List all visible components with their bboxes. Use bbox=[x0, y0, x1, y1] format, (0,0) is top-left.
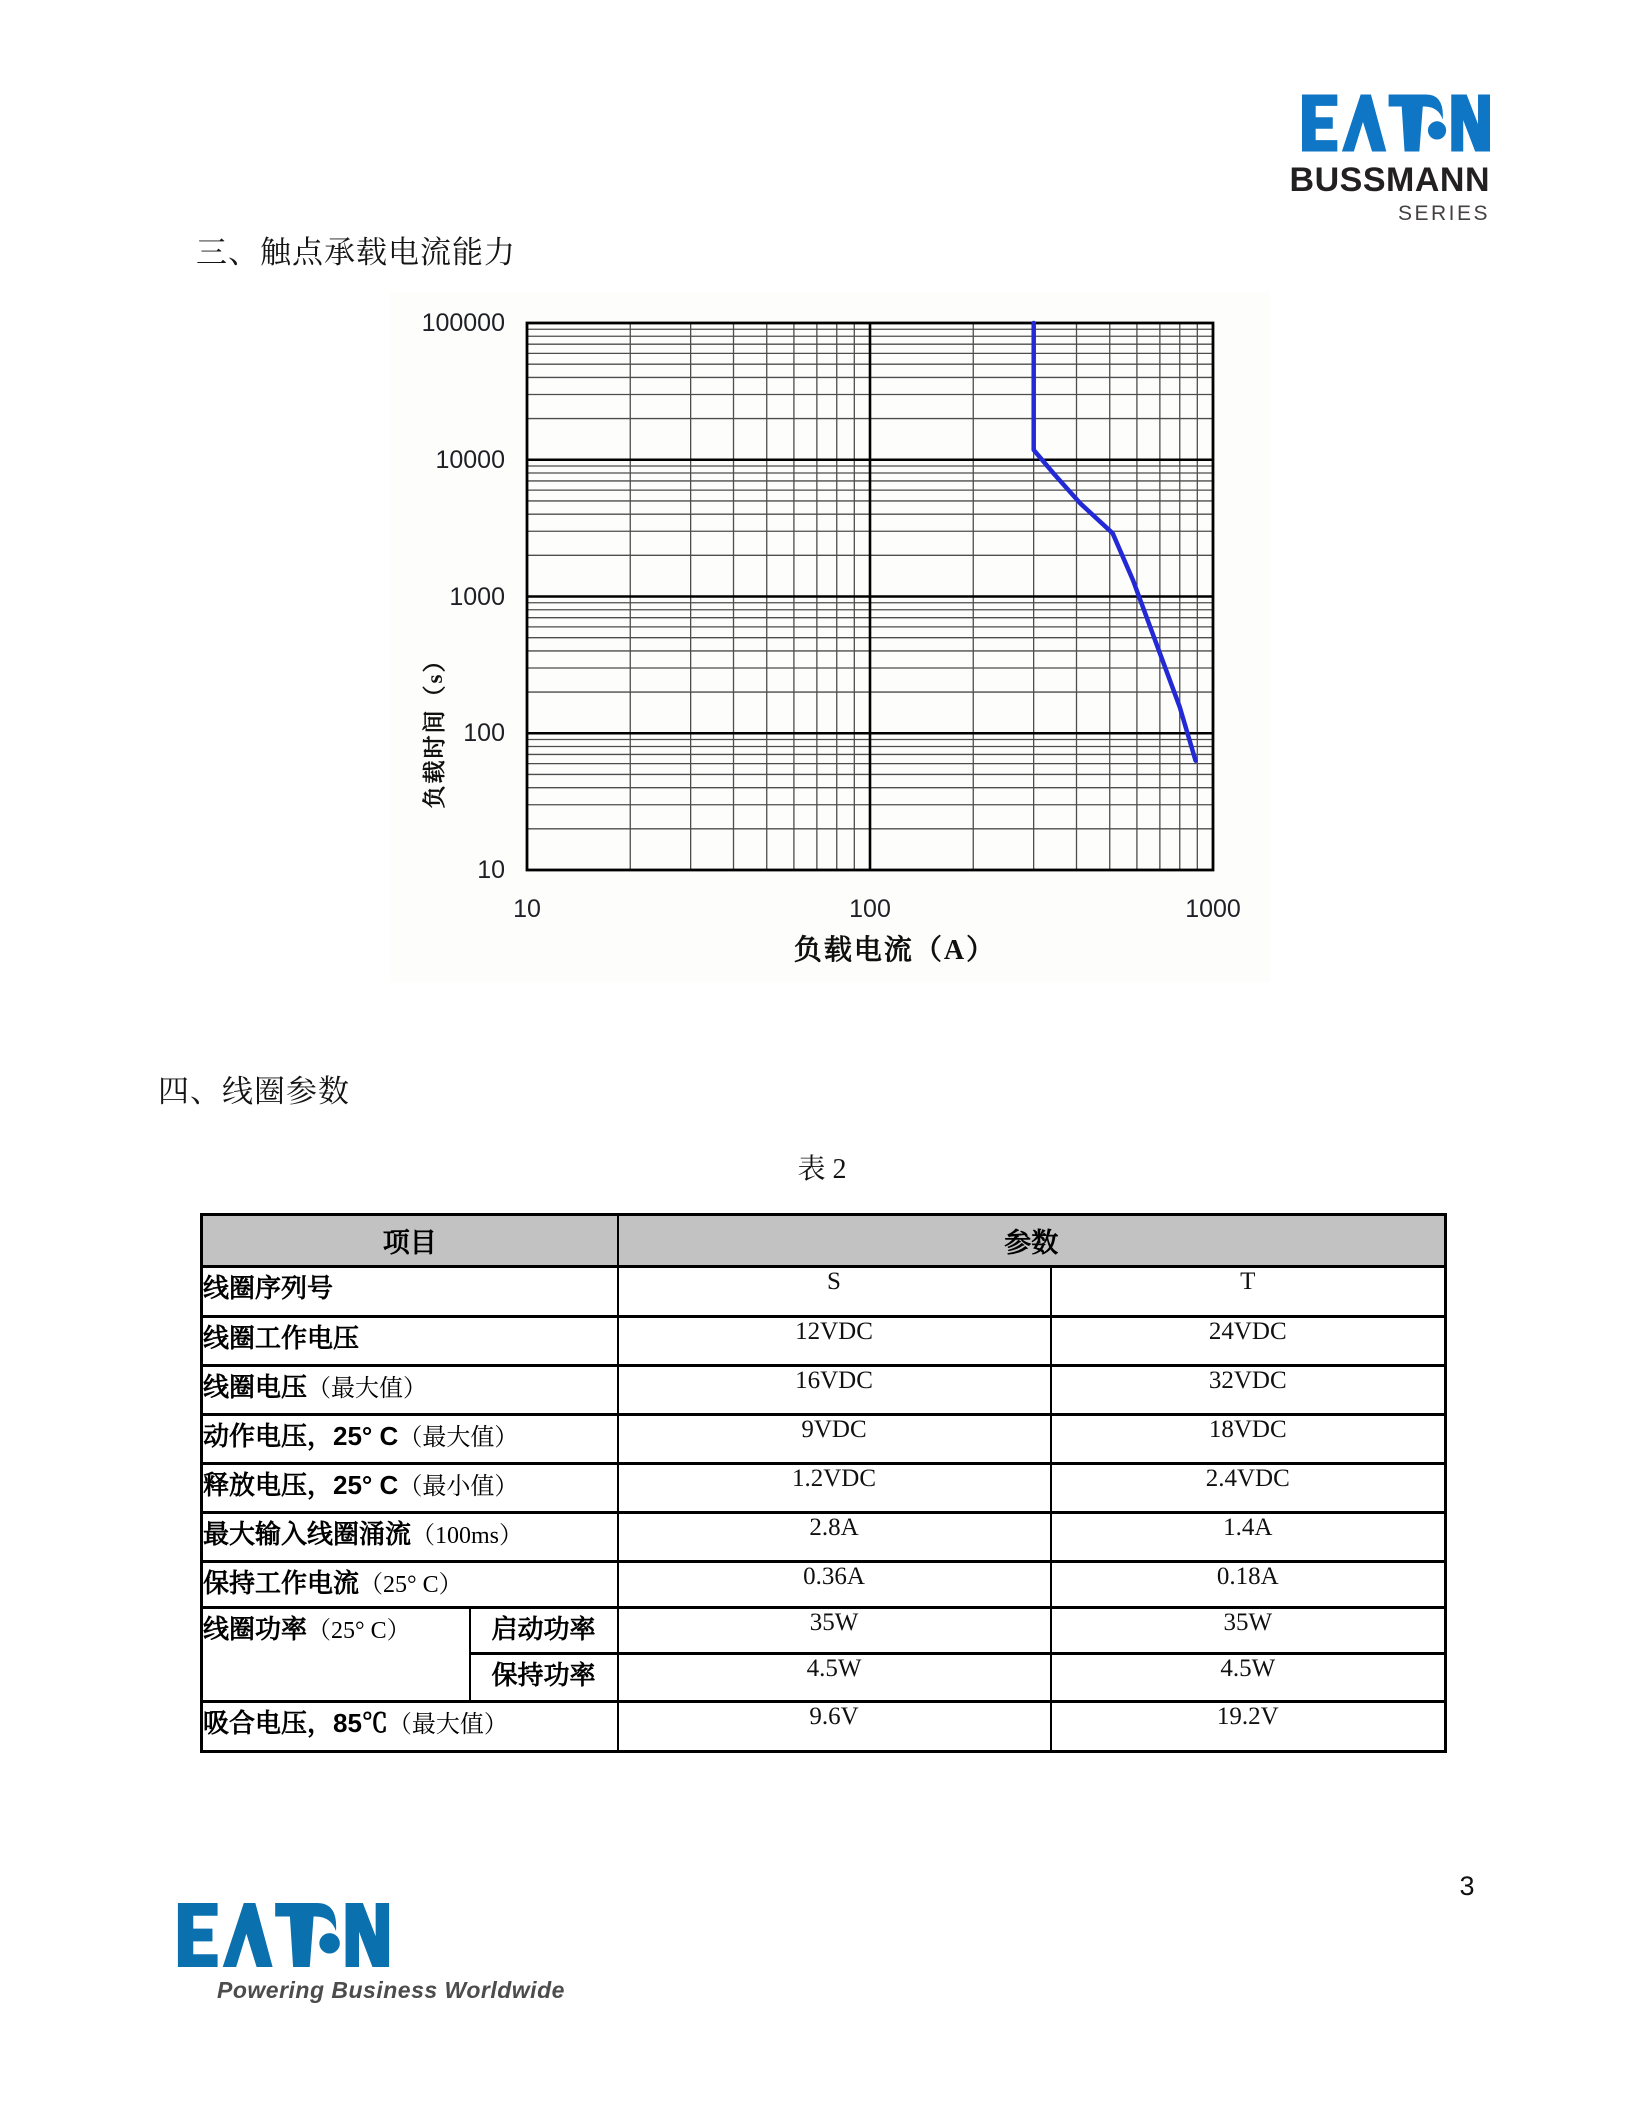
param-value-cell: 35W bbox=[618, 1608, 1051, 1654]
table-row bbox=[202, 1415, 1446, 1464]
param-sublabel-cell: 保持功率 bbox=[470, 1654, 618, 1702]
footer-tagline: Powering Business Worldwide bbox=[217, 1977, 565, 2003]
param-value-cell: 12VDC bbox=[618, 1317, 1051, 1366]
table-header-row bbox=[202, 1215, 1446, 1267]
param-label-cell: 线圈工作电压 bbox=[202, 1317, 618, 1366]
table-row bbox=[202, 1464, 1446, 1513]
param-label-cell: 保持工作电流（25° C） bbox=[202, 1562, 618, 1608]
param-value-cell: 4.5W bbox=[618, 1654, 1051, 1702]
bussmann-wordmark: BUSSMANN bbox=[1289, 161, 1490, 199]
param-value-cell: T bbox=[1051, 1267, 1446, 1317]
table-row bbox=[202, 1366, 1446, 1415]
table-row bbox=[202, 1702, 1446, 1752]
param-label-cell: 吸合电压，85℃（最大值） bbox=[202, 1702, 618, 1752]
param-label-cell: 释放电压，25° C（最小值） bbox=[202, 1464, 618, 1513]
header-cell-item: 项目 bbox=[202, 1215, 618, 1267]
param-sublabel-cell: 启动功率 bbox=[470, 1608, 618, 1654]
param-value-cell: 4.5W bbox=[1051, 1654, 1446, 1702]
series-wordmark: SERIES bbox=[1397, 202, 1490, 225]
param-value-cell: S bbox=[618, 1267, 1051, 1317]
y-tick-label: 1000 bbox=[449, 582, 505, 611]
table-row bbox=[202, 1317, 1446, 1366]
data-curve bbox=[1034, 323, 1196, 761]
param-label-cell: 最大输入线圈涌流（100ms） bbox=[202, 1513, 618, 1562]
table-row bbox=[202, 1562, 1446, 1608]
param-value-cell: 1.2VDC bbox=[618, 1464, 1051, 1513]
eaton-footer-logo-icon bbox=[167, 1903, 400, 1967]
param-value-cell: 9VDC bbox=[618, 1415, 1051, 1464]
param-value-cell: 0.18A bbox=[1051, 1562, 1446, 1608]
section-4-heading: 四、线圈参数 bbox=[158, 1074, 350, 1109]
param-value-cell: 32VDC bbox=[1051, 1366, 1446, 1415]
param-value-cell: 1.4A bbox=[1051, 1513, 1446, 1562]
load-current-time-chart bbox=[390, 292, 1270, 982]
x-tick-label: 100 bbox=[849, 895, 891, 923]
param-value-cell: 18VDC bbox=[1051, 1415, 1446, 1464]
y-tick-label: 10 bbox=[477, 856, 505, 884]
page-number: 3 bbox=[1459, 1871, 1475, 1901]
chart-x-axis-title: 负载电流（A） bbox=[793, 935, 997, 966]
param-value-cell: 9.6V bbox=[618, 1702, 1051, 1752]
param-label-cell: 线圈序列号 bbox=[202, 1267, 618, 1317]
param-label-cell: 线圈功率（25° C） bbox=[202, 1608, 470, 1702]
param-value-cell: 2.8A bbox=[618, 1513, 1051, 1562]
x-tick-label: 1000 bbox=[1185, 895, 1241, 923]
header-brand-block bbox=[1290, 94, 1490, 224]
y-tick-label: 100 bbox=[463, 719, 505, 748]
chart-grid-and-curve bbox=[390, 292, 1270, 982]
y-tick-label: 100000 bbox=[421, 309, 505, 337]
header-cell-parameter: 参数 bbox=[618, 1215, 1446, 1267]
chart-y-axis-title: 负载时间（s） bbox=[422, 647, 447, 809]
coil-parameter-table bbox=[200, 1213, 1447, 1753]
y-tick-label: 10000 bbox=[435, 445, 505, 474]
param-value-cell: 16VDC bbox=[618, 1366, 1051, 1415]
param-value-cell: 24VDC bbox=[1051, 1317, 1446, 1366]
param-label-cell: 线圈电压（最大值） bbox=[202, 1366, 618, 1415]
section-3-heading: 三、触点承载电流能力 bbox=[196, 235, 516, 270]
table-row bbox=[202, 1513, 1446, 1562]
x-tick-label: 10 bbox=[513, 895, 541, 923]
table-row bbox=[202, 1267, 1446, 1317]
eaton-logo-icon bbox=[1302, 94, 1490, 152]
table-caption: 表 2 bbox=[797, 1154, 847, 1185]
param-value-cell: 0.36A bbox=[618, 1562, 1051, 1608]
param-label-cell: 动作电压，25° C（最大值） bbox=[202, 1415, 618, 1464]
param-value-cell: 19.2V bbox=[1051, 1702, 1446, 1752]
param-value-cell: 35W bbox=[1051, 1608, 1446, 1654]
param-value-cell: 2.4VDC bbox=[1051, 1464, 1446, 1513]
table-row bbox=[202, 1608, 1446, 1654]
